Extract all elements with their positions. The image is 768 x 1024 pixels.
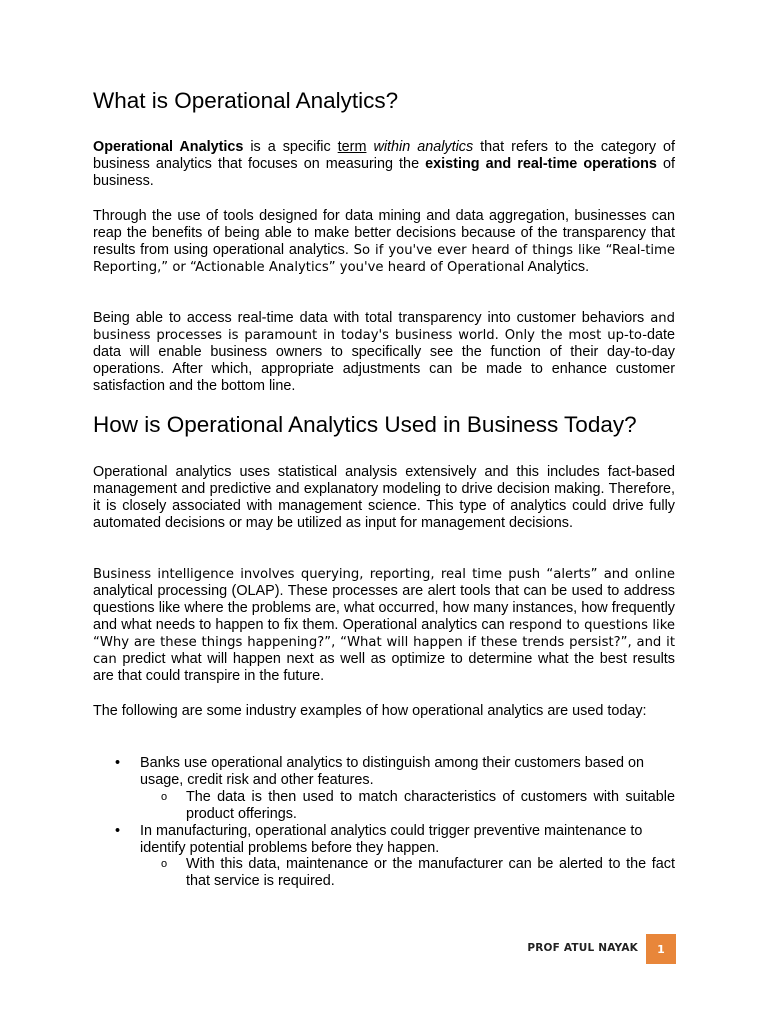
bold-existing-realtime: existing and real-time operations bbox=[425, 156, 657, 172]
paragraph-definition bbox=[93, 139, 675, 190]
italic-within-analytics: within analytics bbox=[373, 139, 474, 155]
paragraph-tools bbox=[93, 208, 675, 276]
paragraph-industry-examples bbox=[93, 703, 675, 720]
text-run: Analytics. bbox=[524, 259, 590, 275]
page-number-badge: 1 bbox=[646, 934, 676, 964]
term-operational-analytics: Operational Analytics bbox=[93, 139, 244, 155]
text-run: Business intelligence involves querying, reporting, real time push “alerts” and online bbox=[93, 567, 675, 582]
text-run: The following are some industry examples of how operational analytics are used today: bbox=[93, 703, 647, 719]
text-run: is a specific bbox=[243, 139, 338, 155]
text-run: Through the use of tools designed for data mining and data aggregation, businesses can reap the benefits of being able to make better decisions because of the transparency that results from using operational analytics. bbox=[93, 208, 675, 258]
text-run: analytical processing (OLAP). These processes are alert tools that can be used to address questions like where the problems are, what occurred, how many instances, how frequently and what needs to happen to fix them. Operational analytics can bbox=[93, 583, 675, 633]
bullet-icon: • bbox=[115, 755, 121, 771]
paragraph-business-intelligence bbox=[93, 566, 675, 685]
text-run: respond to questions like “Why are these things happening?”, “What will happen if these trends persist?”, and it can bbox=[93, 618, 675, 667]
circle-bullet-icon: o bbox=[161, 791, 168, 803]
text-run: Being able to access real-time data with total transparency into customer behaviors bbox=[93, 310, 651, 326]
heading-how-used-in-business: How is Operational Analytics Used in Business Today? bbox=[93, 412, 637, 437]
list-item-text: In manufacturing, operational analytics could trigger preventive maintenance to identify potential problems before they happen. bbox=[140, 823, 643, 856]
underlined-term: term bbox=[337, 139, 367, 155]
text-run: of business. bbox=[93, 156, 676, 189]
text-run: date data will enable business owners to specifically see the function of their day-to-day operations. After which, appropriate adjustments can be made to enhance customer satisfaction and the bottom line. bbox=[93, 327, 675, 394]
sub-list-item-text: With this data, maintenance or the manufacturer can be alerted to the fact that service is required. bbox=[186, 856, 675, 889]
bullet-icon: • bbox=[115, 823, 121, 839]
footer-author: PROF ATUL NAYAK bbox=[527, 942, 638, 954]
list-item-text: Banks use operational analytics to distinguish among their customers based on usage, credit risk and other features. bbox=[140, 755, 644, 788]
circle-bullet-icon: o bbox=[161, 858, 168, 870]
paragraph-statistical-analysis bbox=[93, 464, 675, 532]
text-run: that refers to the category of business analytics that focuses on measuring the bbox=[93, 139, 676, 172]
text-run: and business processes is paramount in today's business world. Only the most up-to- bbox=[93, 311, 675, 343]
text-run: So if you've ever heard of things like “Real-time Reporting,” or “Actionable Analytics” you've heard of Operational bbox=[93, 243, 675, 275]
sub-list-item-text: The data is then used to match characteristics of customers with suitable product offerings. bbox=[186, 789, 675, 822]
page-footer bbox=[527, 934, 676, 964]
paragraph-real-time-data bbox=[93, 310, 675, 395]
text-run: predict what will happen next as well as optimize to determine what the best results are that could transpire in the future. bbox=[93, 651, 675, 684]
text-run: Operational analytics uses statistical analysis extensively and this includes fact-based management and predictive and explanatory modeling to drive decision making. Therefore, it is closely associated with management science. This type of analytics could drive fully automated decisions or may be utilized as input for management decisions. bbox=[93, 464, 675, 531]
heading-what-is-operational-analytics: What is Operational Analytics? bbox=[93, 88, 399, 113]
